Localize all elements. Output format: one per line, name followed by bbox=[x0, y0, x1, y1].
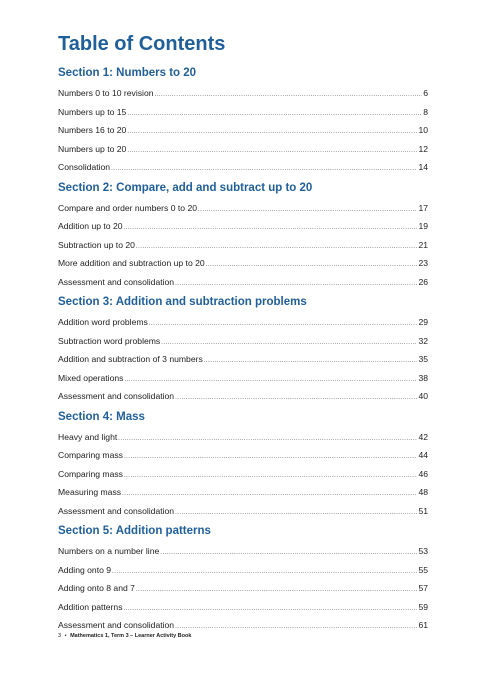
toc-entry-page-number: 61 bbox=[418, 620, 428, 630]
dot-leader bbox=[111, 160, 417, 177]
toc-entry[interactable] bbox=[58, 84, 428, 103]
toc-entry[interactable] bbox=[58, 483, 428, 502]
dot-leader bbox=[118, 430, 417, 447]
dot-leader bbox=[175, 389, 417, 406]
toc-entry-title: Mixed operations bbox=[58, 372, 124, 383]
dot-leader bbox=[127, 105, 422, 122]
toc-entry-page-number: 17 bbox=[418, 202, 428, 213]
toc-section bbox=[58, 523, 428, 635]
page-footer bbox=[58, 633, 191, 639]
toc-entry-title: Heavy and light bbox=[58, 431, 118, 442]
toc-entry-title: Adding onto 9 bbox=[58, 564, 112, 575]
toc-entry-title: Numbers 16 to 20 bbox=[58, 125, 127, 135]
dot-leader bbox=[204, 352, 418, 369]
toc-entry-page-number: 23 bbox=[418, 258, 428, 268]
toc-entry-page-number: 19 bbox=[418, 221, 428, 231]
toc-entry-title: Subtraction word problems bbox=[58, 335, 161, 346]
toc-entry-title: Comparing mass bbox=[58, 468, 123, 479]
toc-entry-title: Assessment and consolidation bbox=[58, 391, 175, 401]
toc-entry-page-number: 35 bbox=[418, 354, 428, 364]
toc-entry[interactable] bbox=[58, 561, 428, 580]
section-heading: Section 4: Mass bbox=[58, 410, 145, 423]
toc-entry-page-number: 32 bbox=[418, 335, 428, 346]
toc-section bbox=[58, 409, 428, 521]
toc-entry-page-number: 53 bbox=[418, 546, 428, 556]
toc-entry[interactable] bbox=[58, 332, 428, 351]
toc-entry-title: Assessment and consolidation bbox=[58, 276, 175, 287]
toc-entry-title: Addition up to 20 bbox=[58, 221, 123, 231]
toc-entry-title: Adding onto 8 and 7 bbox=[58, 583, 135, 593]
toc-entry[interactable] bbox=[58, 465, 428, 484]
dot-leader bbox=[124, 467, 417, 484]
section-heading: Section 3: Addition and subtraction problems bbox=[58, 296, 307, 308]
dot-leader bbox=[124, 371, 417, 388]
toc-entry[interactable] bbox=[58, 428, 428, 447]
dot-leader bbox=[136, 581, 418, 598]
toc-entry[interactable] bbox=[58, 140, 428, 159]
dot-leader bbox=[175, 275, 417, 292]
dot-leader bbox=[149, 315, 418, 332]
dot-leader bbox=[127, 123, 417, 140]
dot-leader bbox=[161, 334, 417, 351]
toc-entry[interactable] bbox=[58, 199, 428, 218]
toc-entry-page-number: 21 bbox=[418, 239, 428, 250]
dot-leader bbox=[112, 563, 417, 580]
dot-leader bbox=[136, 238, 418, 255]
footer-page-number: 3 bbox=[58, 633, 62, 639]
toc-entry-page-number: 57 bbox=[418, 583, 428, 593]
toc-entry-page-number: 44 bbox=[418, 450, 428, 460]
toc-entry[interactable] bbox=[58, 236, 428, 255]
dot-leader bbox=[127, 142, 417, 159]
dot-leader bbox=[124, 448, 417, 465]
dot-leader bbox=[175, 504, 417, 521]
toc-entry-page-number: 48 bbox=[418, 487, 428, 497]
toc-entry[interactable] bbox=[58, 121, 428, 140]
footer-separator: • bbox=[64, 633, 67, 639]
toc-section bbox=[58, 294, 428, 406]
toc-entry[interactable] bbox=[58, 446, 428, 465]
toc-entry-page-number: 26 bbox=[418, 276, 428, 287]
toc-section bbox=[58, 180, 428, 292]
toc-entry[interactable] bbox=[58, 273, 428, 292]
toc-entry-page-number: 51 bbox=[418, 505, 428, 516]
toc-section bbox=[58, 65, 428, 177]
toc-entry[interactable] bbox=[58, 616, 428, 635]
dot-leader bbox=[175, 618, 417, 635]
dot-leader bbox=[198, 201, 417, 218]
toc-entry-page-number: 38 bbox=[418, 372, 428, 383]
toc-entry-title: Addition and subtraction of 3 numbers bbox=[58, 354, 203, 364]
toc-entry[interactable] bbox=[58, 369, 428, 388]
toc-entry[interactable] bbox=[58, 502, 428, 521]
section-heading: Section 2: Compare, add and subtract up to 20 bbox=[58, 181, 313, 194]
toc-entry-page-number: 12 bbox=[418, 143, 428, 154]
toc-entry-title: Measuring mass bbox=[58, 487, 122, 497]
toc-entry-title: Numbers 0 to 10 revision bbox=[58, 88, 154, 98]
toc-entry-title: Addition patterns bbox=[58, 601, 123, 612]
toc-entry-title: Assessment and consolidation bbox=[58, 505, 175, 516]
toc-entry[interactable] bbox=[58, 158, 428, 177]
toc-entry-page-number: 8 bbox=[423, 106, 428, 117]
toc-entry-page-number: 42 bbox=[418, 431, 428, 442]
dot-leader bbox=[155, 86, 423, 103]
page-title: Table of Contents bbox=[58, 33, 226, 55]
toc-entry-page-number: 6 bbox=[423, 88, 428, 98]
toc-entry[interactable] bbox=[58, 579, 428, 598]
footer-book-title: Mathematics 1, Term 3 – Learner Activity Book bbox=[70, 633, 192, 639]
toc-entry[interactable] bbox=[58, 254, 428, 273]
toc-entry-page-number: 29 bbox=[418, 317, 428, 327]
toc-entry-page-number: 55 bbox=[418, 564, 428, 575]
toc-entry-page-number: 46 bbox=[418, 468, 428, 479]
section-heading: Section 1: Numbers to 20 bbox=[58, 67, 197, 79]
toc-entry[interactable] bbox=[58, 217, 428, 236]
toc-entry-title: Numbers on a number line bbox=[58, 546, 160, 556]
toc-entry[interactable] bbox=[58, 103, 428, 122]
toc-sections bbox=[58, 65, 428, 638]
dot-leader bbox=[124, 600, 418, 617]
toc-entry-title: Assessment and consolidation bbox=[58, 620, 175, 630]
toc-entry-title: Numbers up to 15 bbox=[58, 106, 127, 117]
toc-entry[interactable] bbox=[58, 542, 428, 561]
toc-entry-page-number: 40 bbox=[418, 391, 428, 401]
toc-entry-title: Numbers up to 20 bbox=[58, 143, 127, 154]
dot-leader bbox=[124, 219, 418, 236]
toc-entry-title: Addition word problems bbox=[58, 317, 148, 327]
section-heading: Section 5: Addition patterns bbox=[58, 525, 211, 537]
dot-leader bbox=[160, 544, 417, 561]
toc-entry-page-number: 59 bbox=[418, 601, 428, 612]
toc-entry-title: Comparing mass bbox=[58, 450, 123, 460]
toc-entry-title: More addition and subtraction up to 20 bbox=[58, 258, 205, 268]
toc-entry-title: Consolidation bbox=[58, 162, 111, 172]
dot-leader bbox=[122, 485, 417, 502]
toc-entry-page-number: 10 bbox=[418, 125, 428, 135]
toc-entry-page-number: 14 bbox=[418, 162, 428, 172]
toc-entry[interactable] bbox=[58, 350, 428, 369]
toc-entry-title: Subtraction up to 20 bbox=[58, 239, 135, 250]
toc-entry[interactable] bbox=[58, 598, 428, 617]
toc-entry-title: Compare and order numbers 0 to 20 bbox=[58, 202, 198, 213]
toc-entry[interactable] bbox=[58, 387, 428, 406]
toc-entry[interactable] bbox=[58, 313, 428, 332]
dot-leader bbox=[206, 256, 418, 273]
